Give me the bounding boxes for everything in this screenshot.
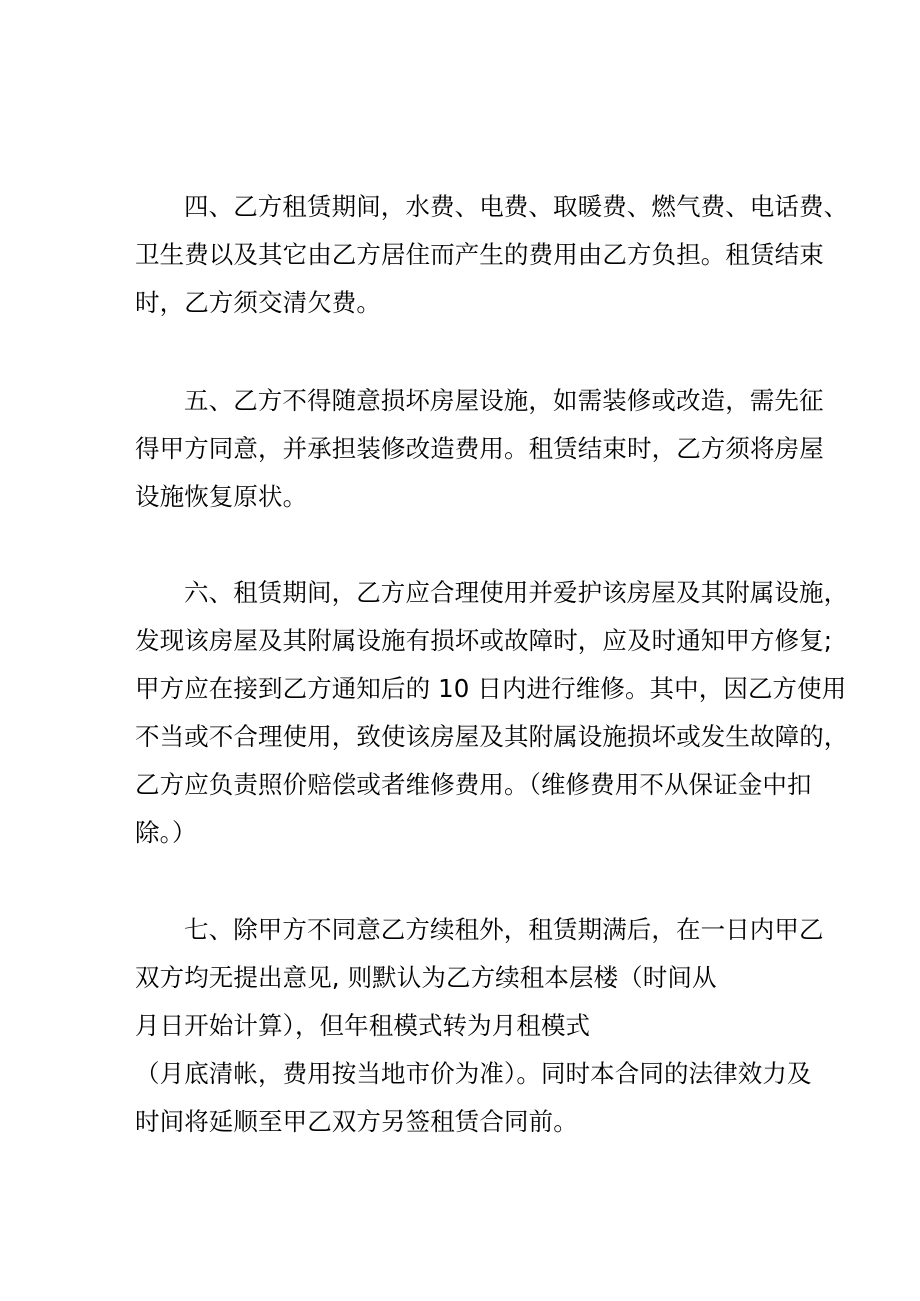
paragraph-line: 设施恢复原状。 <box>135 482 308 511</box>
paragraph-line: 乙方应负责照价赔偿或者维修费用。（维修费用不从保证金中扣 <box>135 770 812 799</box>
paragraph-line: 得甲方同意，并承担装修改造费用。租赁结束时，乙方须将房屋 <box>135 434 824 463</box>
paragraph-line: 发现该房屋及其附属设施有损坏或故障时，应及时通知甲方修复; <box>135 626 833 655</box>
paragraph-line: 五、乙方不得随意损坏房屋设施，如需装修或改造，需先征 <box>184 386 824 415</box>
paragraph-line: 双方均无提出意见, 则默认为乙方续租本层楼（时间从 <box>135 963 717 992</box>
paragraph-line: 时间将延顺至甲乙双方另签租赁合同前。 <box>135 1107 578 1136</box>
paragraph-line: 时，乙方须交清欠费。 <box>135 288 381 317</box>
paragraph-line: （月底清帐，费用按当地市价为准）。同时本合同的法律效力及 <box>135 1059 812 1088</box>
paragraph-line: 四、乙方租赁期间，水费、电费、取暖费、燃气费、电话费、 <box>184 192 849 221</box>
paragraph-line: 月日开始计算），但年租模式转为月租模式 <box>135 1011 591 1040</box>
paragraph-line: 六、租赁期间，乙方应合理使用并爱护该房屋及其附属设施， <box>184 578 849 607</box>
paragraph-line: 甲方应在接到乙方通知后的 10 日内进行维修。其中，因乙方使用 <box>135 674 847 703</box>
paragraph-line: 除。） <box>135 818 197 847</box>
paragraph-line: 不当或不合理使用，致使该房屋及其附属设施损坏或发生故障的， <box>135 722 849 751</box>
paragraph-line: 七、除甲方不同意乙方续租外，租赁期满后，在一日内甲乙 <box>184 915 824 944</box>
paragraph-line: 卫生费以及其它由乙方居住而产生的费用由乙方负担。租赁结束 <box>135 240 824 269</box>
